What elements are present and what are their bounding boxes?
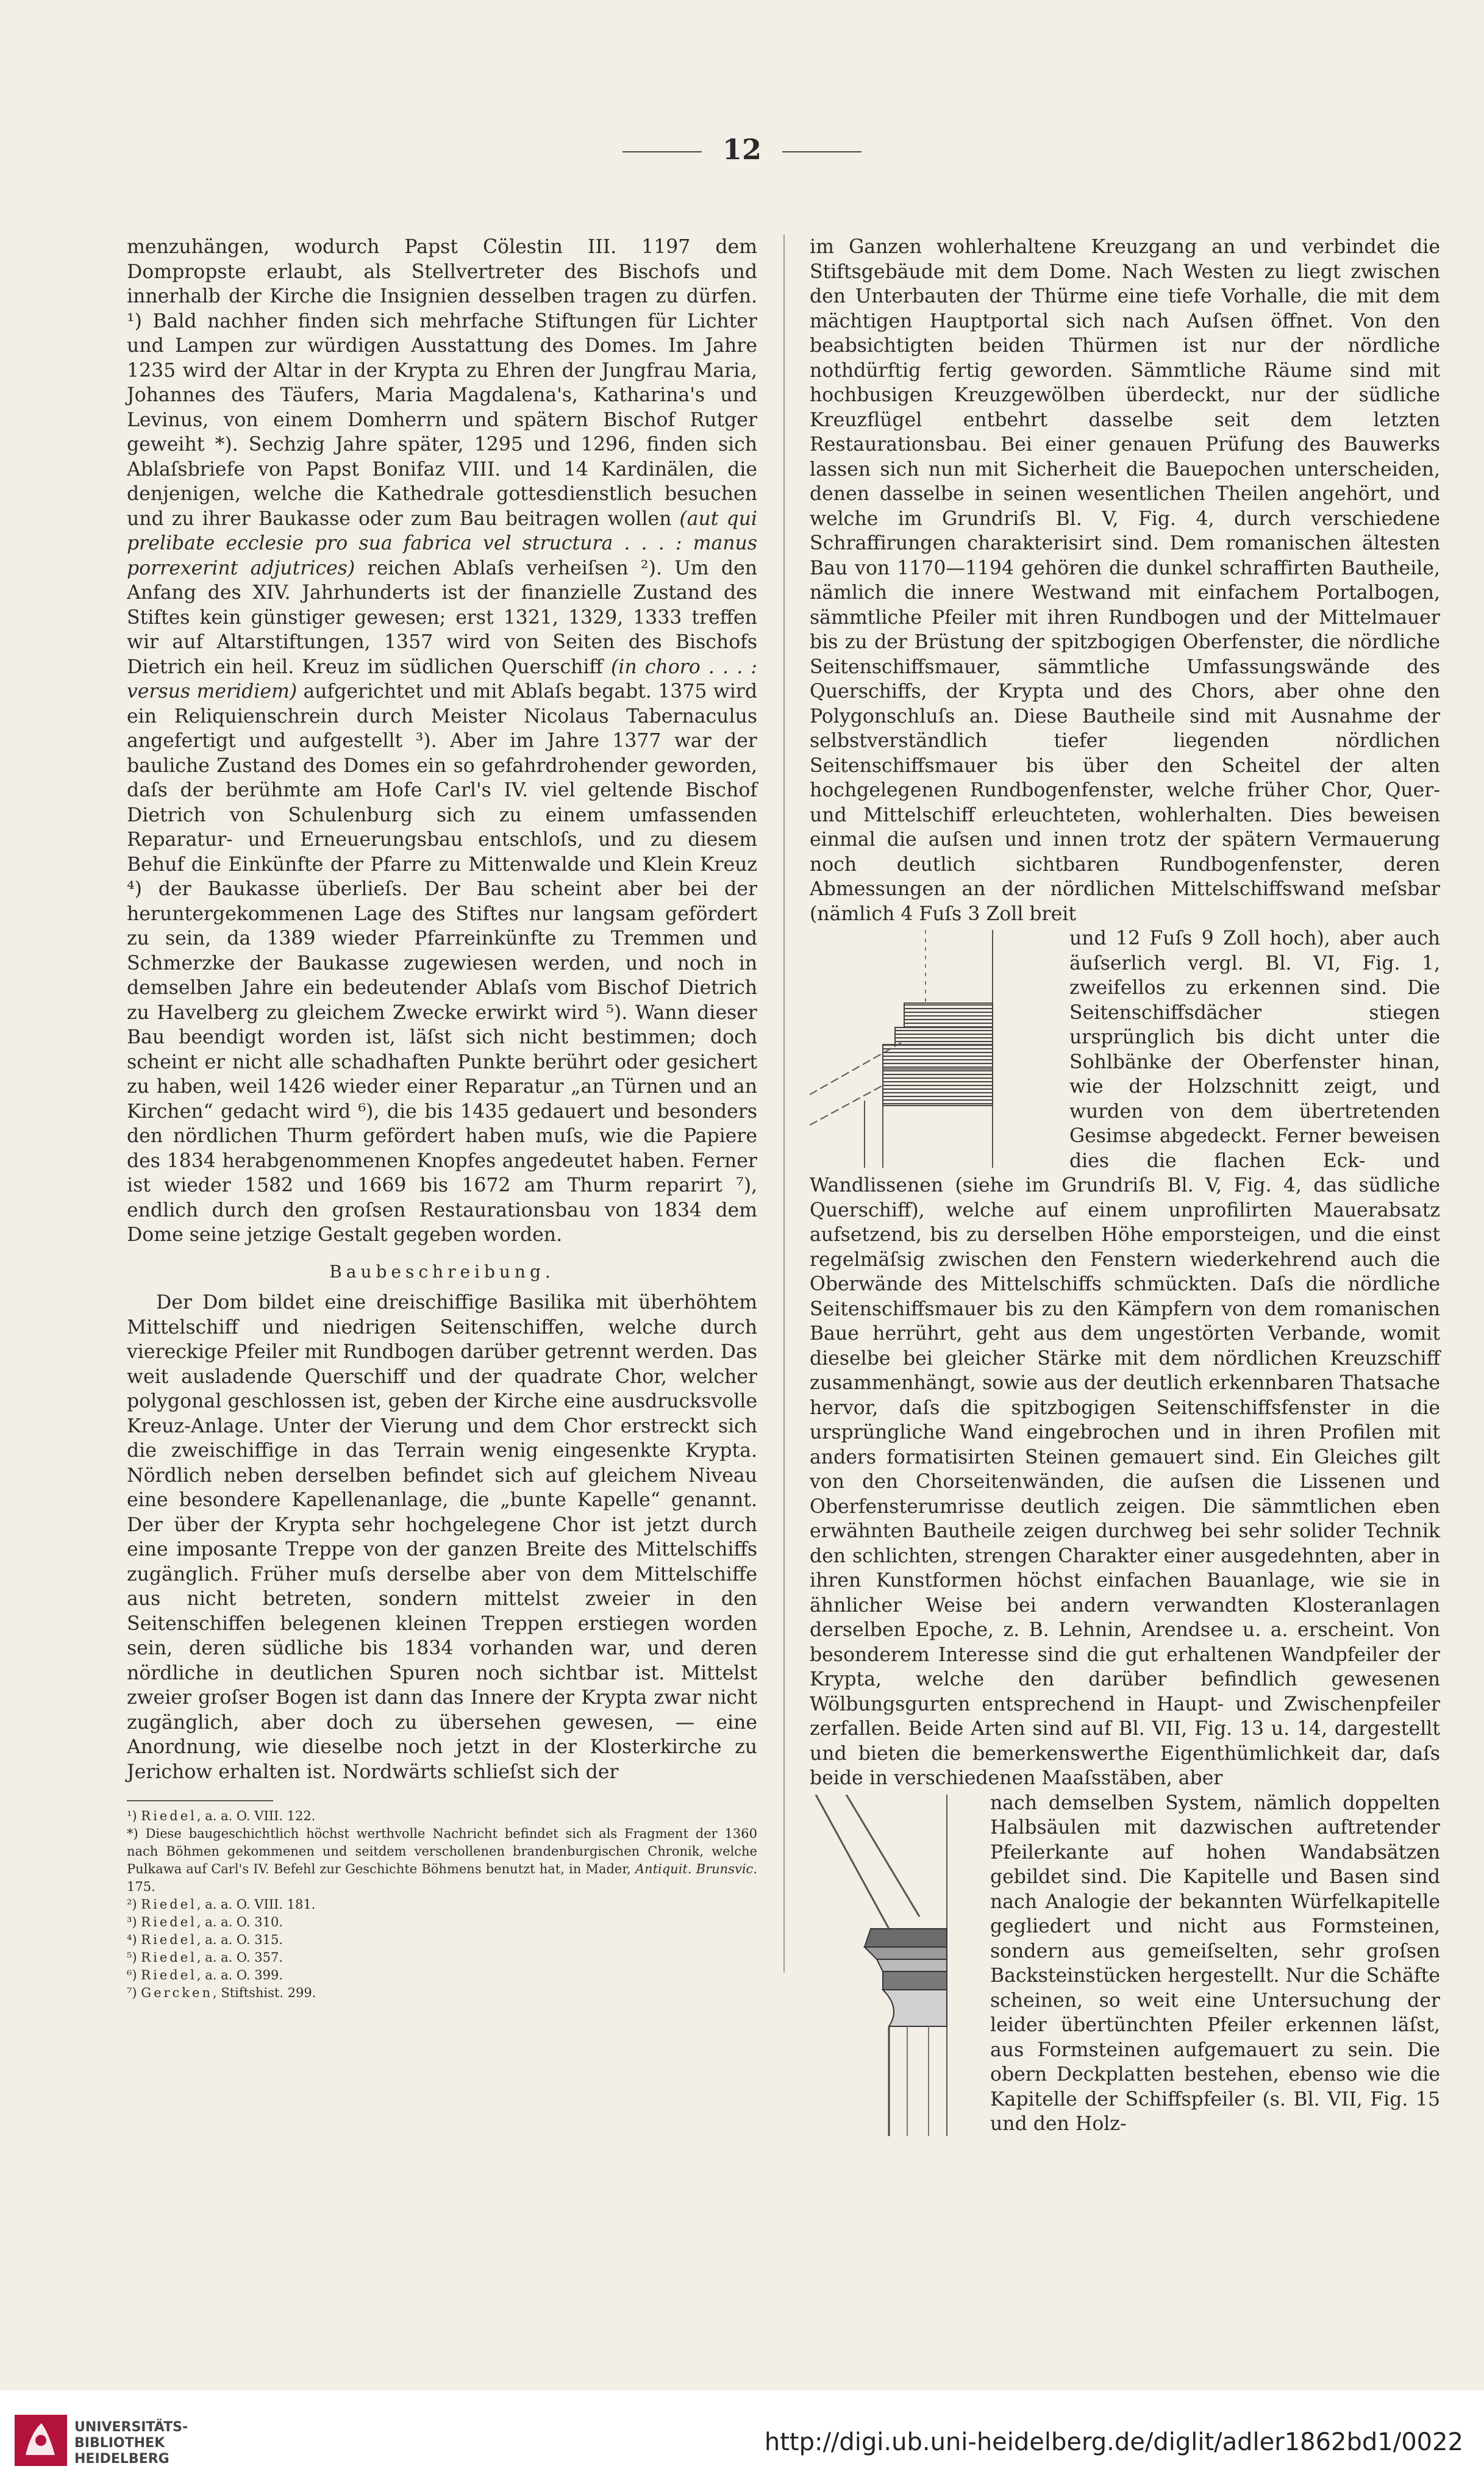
paragraph-building-epochs: im Ganzen wohlerhaltene Kreuzgang an und verbindet die Stiftsgebäude mit dem Dome. Nach Westen zu liegt zwischen den Unterbauten der Thürme eine tiefe Vorhalle, die mit dem mächtigen Hauptportal sich nach Auſsen öffnet. Von den beabsichtigten beiden Thürmen ist nur der nördliche nothdürftig fertig geworden. Sämmtliche Räume sind mit hochbusigen Kreuzgewölben überdeckt, nur der südliche Kreuzflügel entbehrt dasselbe seit dem letzten Restaurationsbau. Bei einer genauen Prüfung des Bauwerks lassen sich nun mit Sicherheit die Bauepochen unterscheiden, denen dasselbe in seinen wesentlichen Theilen angehört, und welche im Grundriſs Bl. V, Fig. 4, durch verschiedene Schraffirungen charakterisirt sind. Dem romanischen ältesten Bau von 1170—1194 gehören die dunkel schraffirten Bautheile, nämlich die innere Westwand mit einfachem Portalbogen, sämmtliche Pfeiler mit ihren Rundbogen und der Mittelmauer bis zu der Brüstung der spitzbogigen Oberfenster, die nördliche Seitenschiffsmauer, sämmtliche Umfassungswände des Querschiffs, der Krypta und des Chors, aber ohne den Polygonschluſs an. Diese Bautheile sind mit Ausnahme der selbstverständlich tiefer liegenden nördlichen Seitenschiffsmauer bis über den Scheitel der alten hochgelegenen Rundbogenfenster, welche früher Chor, Quer- und Mittelschiff erleuchteten, wohlerhalten. Dies beweisen einmal die auſsen und innen trotz der spätern Vermauerung noch deutlich sichtbaren Rundbogenfenster, deren Abmessungen an der nördlichen Mittelschiffswand meſsbar (nämlich 4 Fuſs 3 Zoll breit (810, 236, 1440, 925)
footnote: ⁴) Riedel, a. a. O. 315. (127, 1932, 284, 1947)
paragraph-capitals: nach demselben System, nämlich doppelten Halbsäulen mit dazwischen auftretender Pfeilerkante auf hohen Wandabsätzen gebildet sind. Die Kapitelle und Basen sind nach Analogie der bekannten Würfelkapitelle gegliedert und nicht aus Formsteinen, sondern aus gemeiſselten, sehr groſsen Backsteinstücken hergestellt. Nur die Schäfte scheinen, so weit eine Untersuchung der leider übertünchten Pfeiler erkennen läſst, aus Formsteinen aufgemauert zu sein. Die obern Deckplatten bestehen, ebenso wie die Kapitelle der Schiffspfeiler (s. Bl. VII, Fig. 15 und den Holz- (990, 1792, 1440, 2135)
footnote-author: Riedel (141, 1897, 197, 1912)
footnote: *) Diese baugeschichtlich höchst werthvolle Nachricht befindet sich als Fragment der 1360 nach Böhmen gekommenen und seitdem verschollenen brandenburgischen Chronik, welche Pulkawa auf Carl's IV. Befehl zur Geschichte Böhmens benutzt hat, in Mader, Antiquit. Brunsvic. 175. (127, 1826, 757, 1894)
woodcut-wall-section (810, 930, 1054, 1168)
paragraph-windows: und 12 Fuſs 9 Zoll hoch), aber auch äuſserlich vergl. Bl. VI, Fig. 1, zweifellos zu erkennen sind. Die Seitenschiffsdächer stiegen ursprünglich bis dicht unter die Sohlbänke der Oberfenster hinan, wie der Holzschnitt zeigt, und wurden von dem übertretenden Gesimse abgedeckt. Ferner beweisen dies die flachen Eck- und Wandlissenen (siehe im Grundriſs Bl. V, Fig. 4, das südliche Querschiff), welche auf einem unprofilirten Mauerabsatz aufsetzend, bis zu derselben Höhe emporsteigen, und die einst regelmäſsig zwischen den Fenstern wiederkehrend auch die Oberwände des Mittelschiffs schmückten. Daſs die nördliche Seitenschiffsmauer bis zu den Kämpfern von dem romanischen Baue herrührt, geht aus dem ungestörten Verbande, womit dieselbe bei gleicher Stärke mit dem nördlichen Kreuzschiff zusammenhängt, sowie aus der deutlich erkennbaren Thatsache hervor, daſs die spitzbogigen Seitenschiffsfenster in die ursprüngliche Wand eingebrochen und in ihren Profilen mit anders formatisirten Steinen gemauert sind. Ein Gleiches gilt von den Chorseitenwänden, die auſsen die Lissenen und Oberfensterumrisse deutlich zeigen. Die sämmtlichen eben erwähnten Bautheile zeigen durchweg bei sehr solider Technik den schlichten, strengen Charakter einer ausgedehnten, aber in ihren Kunstformen höchst einfachen Bauanlage, wie sie in ähnlicher Weise bei andern verwandten Klosteranlagen derselben Epoche, z. B. Lehnin, Arendsee u. a. erscheint. Von besonderem Interesse sind die gut erhaltenen Wandpfeiler der Krypta, welche den darüber befindlich gewesenen Wölbungsgurten entsprechend in Haupt- und Zwischenpfeiler zerfallen. Beide Arten sind auf Bl. VII, Fig. 13 u. 14, dargestellt und bieten die bemerkenswerthe Eigenthümlichkeit dar, daſs beide in verschiedenen Maaſsstäben, aber (810, 927, 1440, 1789)
header-rule-right (782, 151, 862, 152)
footnote-author: Riedel (141, 1809, 197, 1823)
page-number: 12 (722, 133, 762, 166)
running-head (0, 133, 1484, 166)
source-url[interactable]: http://digi.ub.uni-heidelberg.de/diglit/adler1862bd1/0022 (764, 2428, 1463, 2456)
footnote-author: Riedel (141, 1932, 197, 1947)
university-seal-icon (15, 2415, 67, 2466)
footnote-rule (127, 1800, 273, 1801)
library-footer (0, 2390, 1484, 2491)
footnote: ¹) Riedel, a. a. O. VIII. 122. (127, 1809, 316, 1823)
header-rule-left (622, 151, 702, 152)
footnote-author: Riedel (141, 1950, 197, 1965)
paragraph-history: menzuhängen, wodurch Papst Cölestin III. 1197 dem Dompropste erlaubt, als Stellvertreter des Bischofs und innerhalb der Kirche die Insignien desselben tragen zu dürfen. ¹) Bald nachher finden sich mehrfache Stiftungen für Lichter und Lampen zur würdigen Ausstattung des Domes. Im Jahre 1235 wird der Altar in der Krypta zu Ehren der Jungfrau Maria, Johannes des Täufers, Maria Magdalena's, Katharina's und Levinus, von einem Domherrn und spätern Bischof Rutger geweiht *). Sechzig Jahre später, 1295 und 1296, finden sich Ablaſsbriefe von Papst Bonifaz VIII. und 14 Kardinälen, die denjenigen, welche die Kathedrale gottesdienstlich besuchen und zu ihrer Baukasse oder zum Bau beitragen wollen (aut qui prelibate ecclesie pro sua fabrica vel structura . . . : manus porrexerint adjutrices) reichen Ablaſs verheiſsen ²). Um den Anfang des XIV. Jahrhunderts ist der finanzielle Zustand des Stiftes kein günstiger gewesen; erst 1321, 1329, 1333 treffen wir auf Altarstiftungen, 1357 wird von Seiten des Bischofs Dietrich ein heil. Kreuz im südlichen Querschiff (in choro . . . : versus meridiem) aufgerichtet und mit Ablaſs begabt. 1375 wird ein Reliquienschrein durch Meister Nicolaus Tabernaculus angefertigt und aufgestellt ³). Aber im Jahre 1377 war der bauliche Zustand des Domes ein so gefahrdrohender geworden, daſs der berühmte am Hofe Carl's IV. viel geltende Bischof Dietrich von Schulenburg sich zu einem umfassenden Reparatur- und Erneuerungsbau entschloſs, und zu diesem Behuf die Einkünfte der Pfarre zu Mittenwalde und Klein Kreuz ⁴) der Baukasse überlieſs. Der Bau scheint aber bei der heruntergekommenen Lage des Stiftes nur langsam gefördert zu sein, da 1389 wieder Pfarreinkünfte zu Tremmen und Schmerzke der Baukasse zugewiesen werden, und noch in demselben Jahre ein bedeutender Ablaſs vom Bischof Dietrich zu Havelberg zu gleichem Zwecke erwirkt wird ⁵). Wann dieser Bau beendigt worden ist, läſst sich nicht bestimmen; doch scheint er nicht alle schadhaften Punkte berührt oder gesichert zu haben, weil 1426 wieder einer Reparatur „an Türnen und an Kirchen“ gedacht wird ⁶), die bis 1435 gedauert und besonders den nördlichen Thurm gefördert haben muſs, wie die Papiere des 1834 herabgenommenen Knopfes angedeutet haben. Ferner ist wieder 1582 und 1669 bis 1672 am Thurm reparirt ⁷), endlich durch den groſsen Restaurationsbau von 1834 dem Dome seine jetzige Gestalt gegeben worden. (127, 236, 758, 1246)
footnote: ³) Riedel, a. a. O. 310. (127, 1915, 284, 1929)
footnote: ⁷) Gercken, Stiftshist. 299. (127, 1985, 316, 2000)
footnote: ⁵) Riedel, a. a. O. 357. (127, 1950, 284, 1965)
footnote-author: Riedel (141, 1968, 197, 1982)
footnote-author: Riedel (141, 1915, 197, 1929)
paragraph-description: Der Dom bildet eine dreischiffige Basilika mit überhöhtem Mittelschiff und niedrigen Seitenschiffen, welche durch viereckige Pfeiler mit Rundbogen darüber getrennt werden. Das weit ausladende Querschiff und der quadrate Chor, welcher polygonal geschlossen ist, geben der Kirche eine ausdrucksvolle Kreuz-Anlage. Unter der Vierung und dem Chor erstreckt sich die zweischiffige in das Terrain wenig eingesenkte Krypta. Nördlich neben derselben befindet sich auf gleichem Niveau eine besondere Kapellenanlage, die „bunte Kapelle“ genannt. Der über der Krypta sehr hochgelegene Chor ist jetzt durch eine imposante Treppe von der ganzen Breite des Mittelschiffs zugänglich. Früher muſs derselbe aber von dem Mittelschiffe aus nicht betreten, sondern mittelst zweier in den Seitenschiffen belegenen kleinen Treppen erstiegen worden sein, deren südliche bis 1834 vorhanden war, und deren nördliche in deutlichen Spuren noch sichtbar ist. Mittelst zweier groſser Bogen ist dann das Innere der Krypta zwar nicht zugänglich, aber doch zu übersehen gewesen, — eine Anordnung, wie dieselbe noch jetzt in der Klosterkirche zu Jerichow erhalten ist. Nordwärts schlieſst sich der (127, 1292, 757, 1783)
section-heading: Baubeschreibung. (329, 1261, 555, 1282)
footnotes (127, 1807, 757, 2002)
column-divider (783, 235, 785, 1973)
institution-name: UNIVERSITÄTS- BIBLIOTHEK HEIDELBERG (74, 2420, 188, 2467)
footnote: ²) Riedel, a. a. O. VIII. 181. (127, 1897, 316, 1912)
left-column (127, 235, 757, 2002)
woodcut-pillar-profile (810, 1795, 974, 2136)
footnote: ⁶) Riedel, a. a. O. 399. (127, 1968, 284, 1982)
footnote-author: Gercken (141, 1985, 213, 2000)
right-column (810, 235, 1440, 2139)
